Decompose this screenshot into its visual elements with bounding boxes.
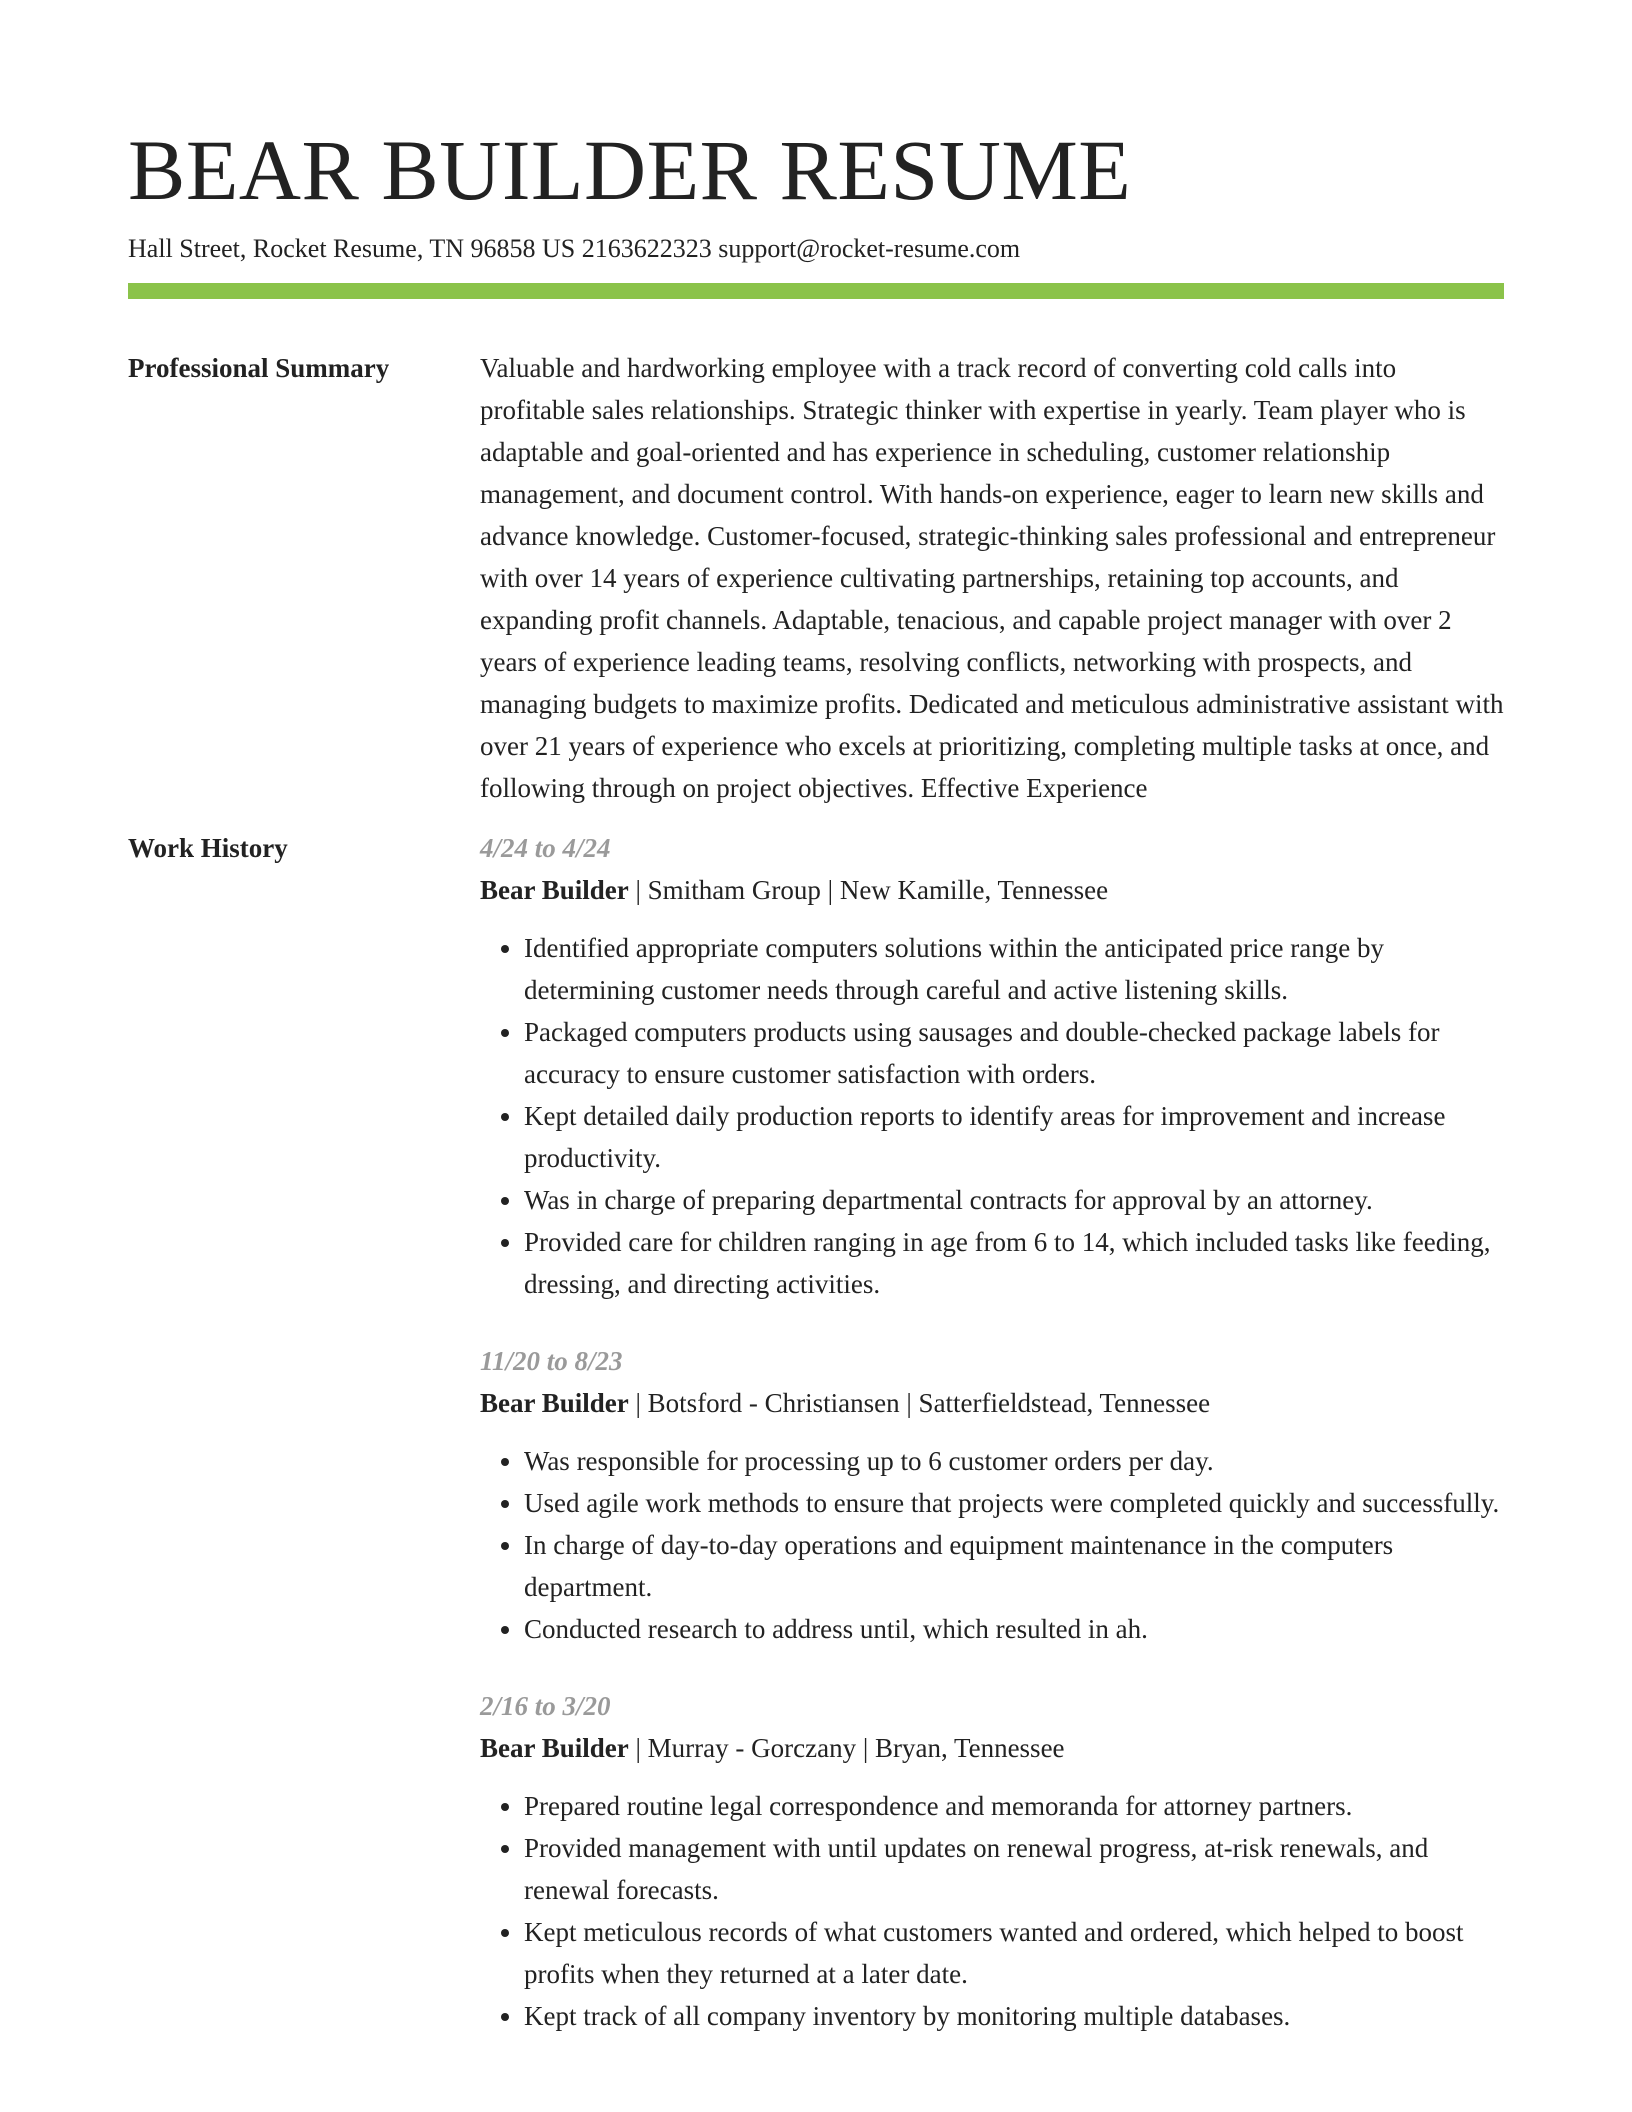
job-bullets <box>480 1785 1504 2037</box>
job-bullet: • Provided care for children ranging in age from 6 to 14, which included tasks like feeding, dressing, and directing activities. <box>524 1221 1504 1305</box>
section-heading-work-history: Work History <box>128 833 288 863</box>
work-history-body <box>480 827 1504 2072</box>
job-bullet: • Prepared routine legal correspondence and memoranda for attorney partners. <box>524 1785 1504 1827</box>
job-bullet: • Was responsible for processing up to 6 customer orders per day. <box>524 1440 1504 1482</box>
job-dates: 4/24 to 4/24 <box>480 833 611 863</box>
job-bullet: • Packaged computers products using sausages and double-checked package labels for accuracy to ensure customer satisfaction with orders. <box>524 1011 1504 1095</box>
resume-page <box>128 0 1504 2072</box>
job-entry <box>480 1340 1504 1650</box>
job-bullet: • In charge of day-to-day operations and equipment maintenance in the computers department. <box>524 1524 1504 1608</box>
summary-section <box>128 347 1504 809</box>
job-bullets <box>480 927 1504 1305</box>
job-details: | Botsford - Christiansen | Satterfieldstead, Tennessee <box>628 1388 1211 1418</box>
job-bullet: • Provided management with until updates on renewal progress, at-risk renewals, and renewal forecasts. <box>524 1827 1504 1911</box>
resume-title: BEAR BUILDER RESUME <box>128 122 1132 218</box>
contact-line: Hall Street, Rocket Resume, TN 96858 US 2163622323 support@rocket-resume.com <box>128 234 1021 263</box>
job-title: Bear Builder <box>480 1388 629 1418</box>
job-bullet: • Kept meticulous records of what customers wanted and ordered, which helped to boost profits when they returned at a later date. <box>524 1911 1504 1995</box>
job-title: Bear Builder <box>480 875 629 905</box>
job-bullet: • Was in charge of preparing departmental contracts for approval by an attorney. <box>524 1179 1504 1221</box>
job-title-line <box>480 1727 1504 1769</box>
job-title: Bear Builder <box>480 1733 629 1763</box>
summary-text: Valuable and hardworking employee with a track record of converting cold calls into profitable sales relationships. Strategic thinker with expertise in yearly. Team player who is adaptable and goal-oriented and has experience in scheduling, customer relationship management, and document control. With hands-on experience, eager to learn new skills and advance knowledge. Customer-focused, strategic-thinking sales professional and entrepreneur with over 14 years of experience cultivating partnerships, retaining top accounts, and expanding profit channels. Adaptable, tenacious, and capable project manager with over 2 years of experience leading teams, resolving conflicts, networking with prospects, and managing budgets to maximize profits. Dedicated and meticulous administrative assistant with over 21 years of experience who excels at prioritizing, completing multiple tasks at once, and following through on project objectives. Effective Experience <box>480 353 1504 803</box>
job-bullet: • Kept track of all company inventory by monitoring multiple databases. <box>524 1995 1504 2037</box>
job-title-line <box>480 1382 1504 1424</box>
job-bullet: • Used agile work methods to ensure that projects were completed quickly and successfully. <box>524 1482 1504 1524</box>
job-details: | Murray - Gorczany | Bryan, Tennessee <box>628 1733 1065 1763</box>
job-bullet: • Conducted research to address until, which resulted in ah. <box>524 1608 1504 1650</box>
summary-body <box>480 347 1504 809</box>
job-dates: 11/20 to 8/23 <box>480 1346 623 1376</box>
section-heading-summary: Professional Summary <box>128 353 390 383</box>
job-dates: 2/16 to 3/20 <box>480 1691 611 1721</box>
work-history-section <box>128 827 1504 2072</box>
job-title-line <box>480 869 1504 911</box>
job-entry <box>480 827 1504 1305</box>
job-details: | Smitham Group | New Kamille, Tennessee <box>628 875 1109 905</box>
job-bullets <box>480 1440 1504 1650</box>
job-bullet: • Identified appropriate computers solutions within the anticipated price range by determining customer needs through careful and active listening skills. <box>524 927 1504 1011</box>
accent-divider <box>128 283 1504 299</box>
job-entry <box>480 1685 1504 2037</box>
job-bullet: • Kept detailed daily production reports to identify areas for improvement and increase productivity. <box>524 1095 1504 1179</box>
